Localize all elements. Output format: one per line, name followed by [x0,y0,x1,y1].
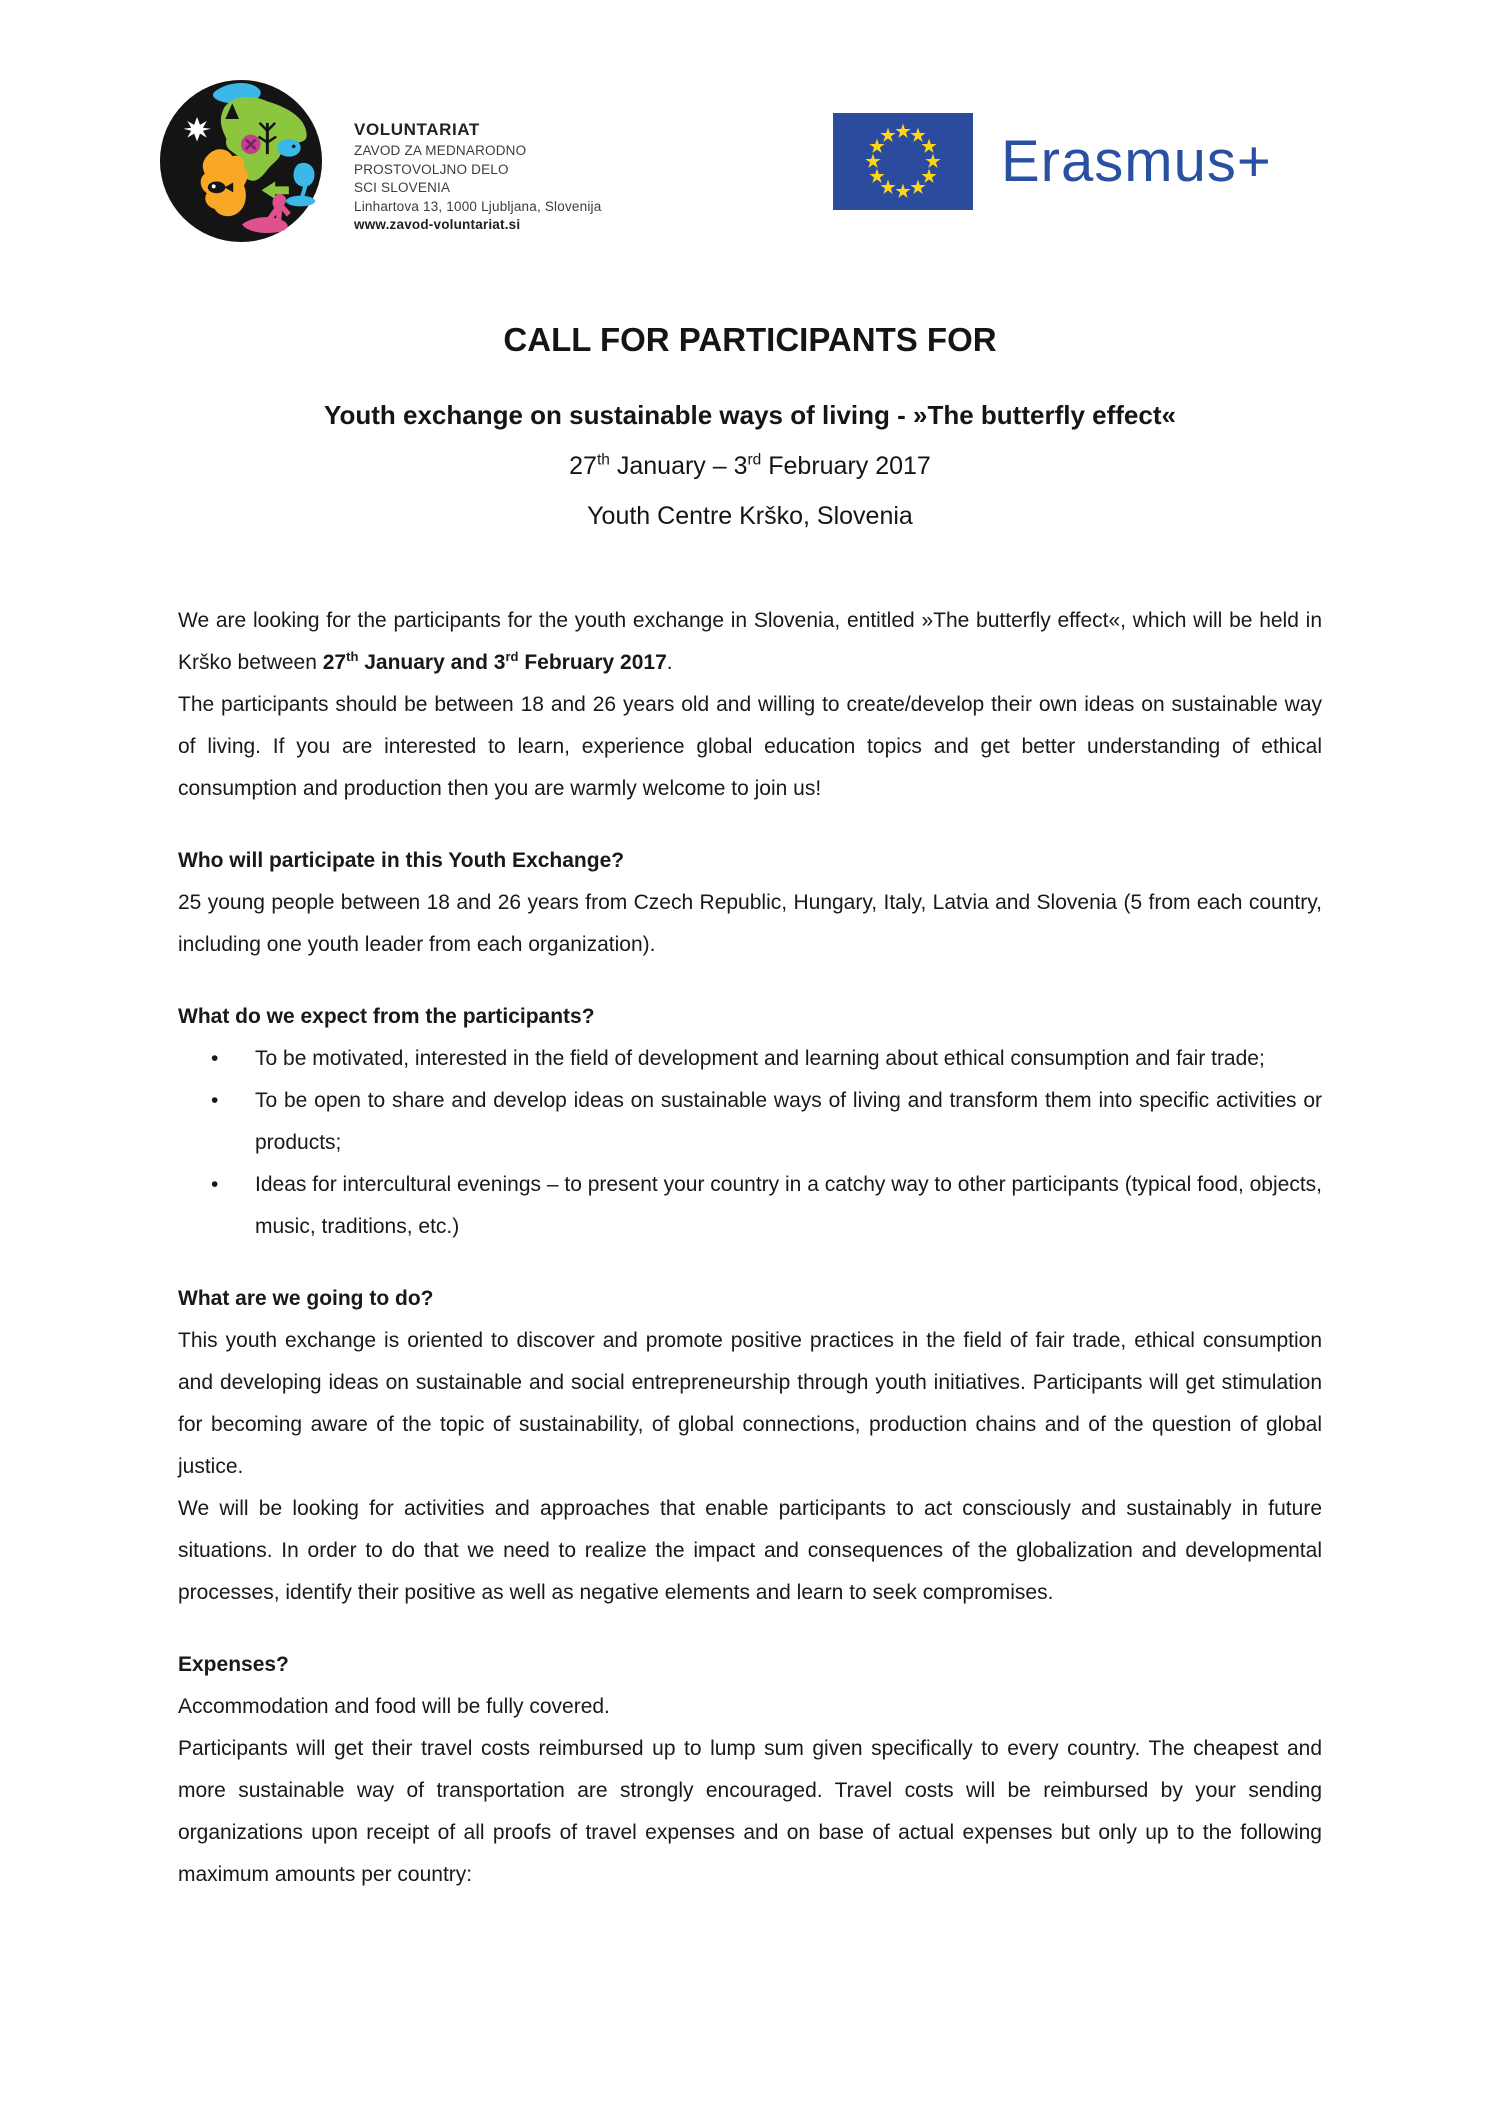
erasmus-logo-block [833,113,1272,210]
section-heading-expect: What do we expect from the participants? [178,1005,595,1028]
section-body-who: 25 young people between 18 and 26 years from Czech Republic, Hungary, Italy, Latvia and Slovenia (5 from each country, including one youth leader from each organization). [178,891,1322,956]
voluntariat-globe-logo-icon [158,76,324,246]
intro-paragraph-1: We are looking for the participants for the youth exchange in Slovenia, entitled »The butterfly effect«, which will be held in Krško between 27th January and 3rd February 2017. [178,609,1322,674]
event-dates: 27th January – 3rd February 2017 [569,451,931,480]
page-title: CALL FOR PARTICIPANTS FOR [503,321,997,358]
voluntariat-name: VOLUNTARIAT [354,120,480,139]
section-body-expenses-1: Accommodation and food will be fully covered. [178,1695,610,1718]
intro-paragraph-2: The participants should be between 18 and 26 years old and willing to create/develop their own ideas on sustainable way of living. If you are interested to learn, experience global education topics and get better understanding of ethical consumption and production then you are warmly welcome to join us! [178,693,1322,800]
voluntariat-address-line-1: ZAVOD ZA MEDNARODNO [354,143,527,158]
section-heading-what: What are we going to do? [178,1287,434,1310]
section-body-expenses-2: Participants will get their travel costs reimbursed up to lump sum given specifically to every country. The cheapest and more sustainable way of transportation are strongly encouraged. Travel costs will be reimbursed by your sending organizations upon receipt of all proofs of travel expenses and on base of actual expenses but only up to the following maximum amounts per country: [178,1737,1322,1886]
voluntariat-logo-block [158,76,601,246]
event-location: Youth Centre Krško, Slovenia [587,501,913,530]
voluntariat-address-line-3: SCI SLOVENIA [354,180,451,195]
title-block [0,320,1500,551]
page-subtitle: Youth exchange on sustainable ways of living - »The butterfly effect« [324,399,1176,430]
section-body-what-1: This youth exchange is oriented to discover and promote positive practices in the field of fair trade, ethical consumption and developing ideas on sustainable and social entrepreneurship through youth initiatives. Participants will get stimulation for becoming aware of the topic of sustainability, of global connections, production chains and of the question of global justice. [178,1329,1322,1478]
erasmus-wordmark: Erasmus+ [1001,129,1272,194]
voluntariat-website: www.zavod-voluntariat.si [354,217,521,232]
eu-flag-icon [833,113,973,210]
voluntariat-address-line-4: Linhartova 13, 1000 Ljubljana, Slovenija [354,198,602,214]
list-item: • To be open to share and develop ideas on sustainable ways of living and transform them into specific activities or products; [255,1080,1322,1164]
list-item: • Ideas for intercultural evenings – to present your country in a catchy way to other participants (typical food, objects, music, traditions, etc.) [255,1164,1322,1248]
document-body [178,600,1322,1896]
section-body-what-2: We will be looking for activities and approaches that enable participants to act consciously and sustainably in future situations. In order to do that we need to realize the impact and consequences of the globalization and developmental processes, identify their positive as well as negative elements and learn to seek compromises. [178,1497,1322,1604]
expectations-list [178,1038,1322,1248]
list-item: • To be motivated, interested in the field of development and learning about ethical consumption and fair trade; [255,1038,1322,1080]
voluntariat-address-line-2: PROSTOVOLJNO DELO [354,161,509,177]
section-heading-who: Who will participate in this Youth Exchange? [178,849,625,872]
section-heading-expenses: Expenses? [178,1653,289,1676]
voluntariat-text-block [354,76,601,235]
